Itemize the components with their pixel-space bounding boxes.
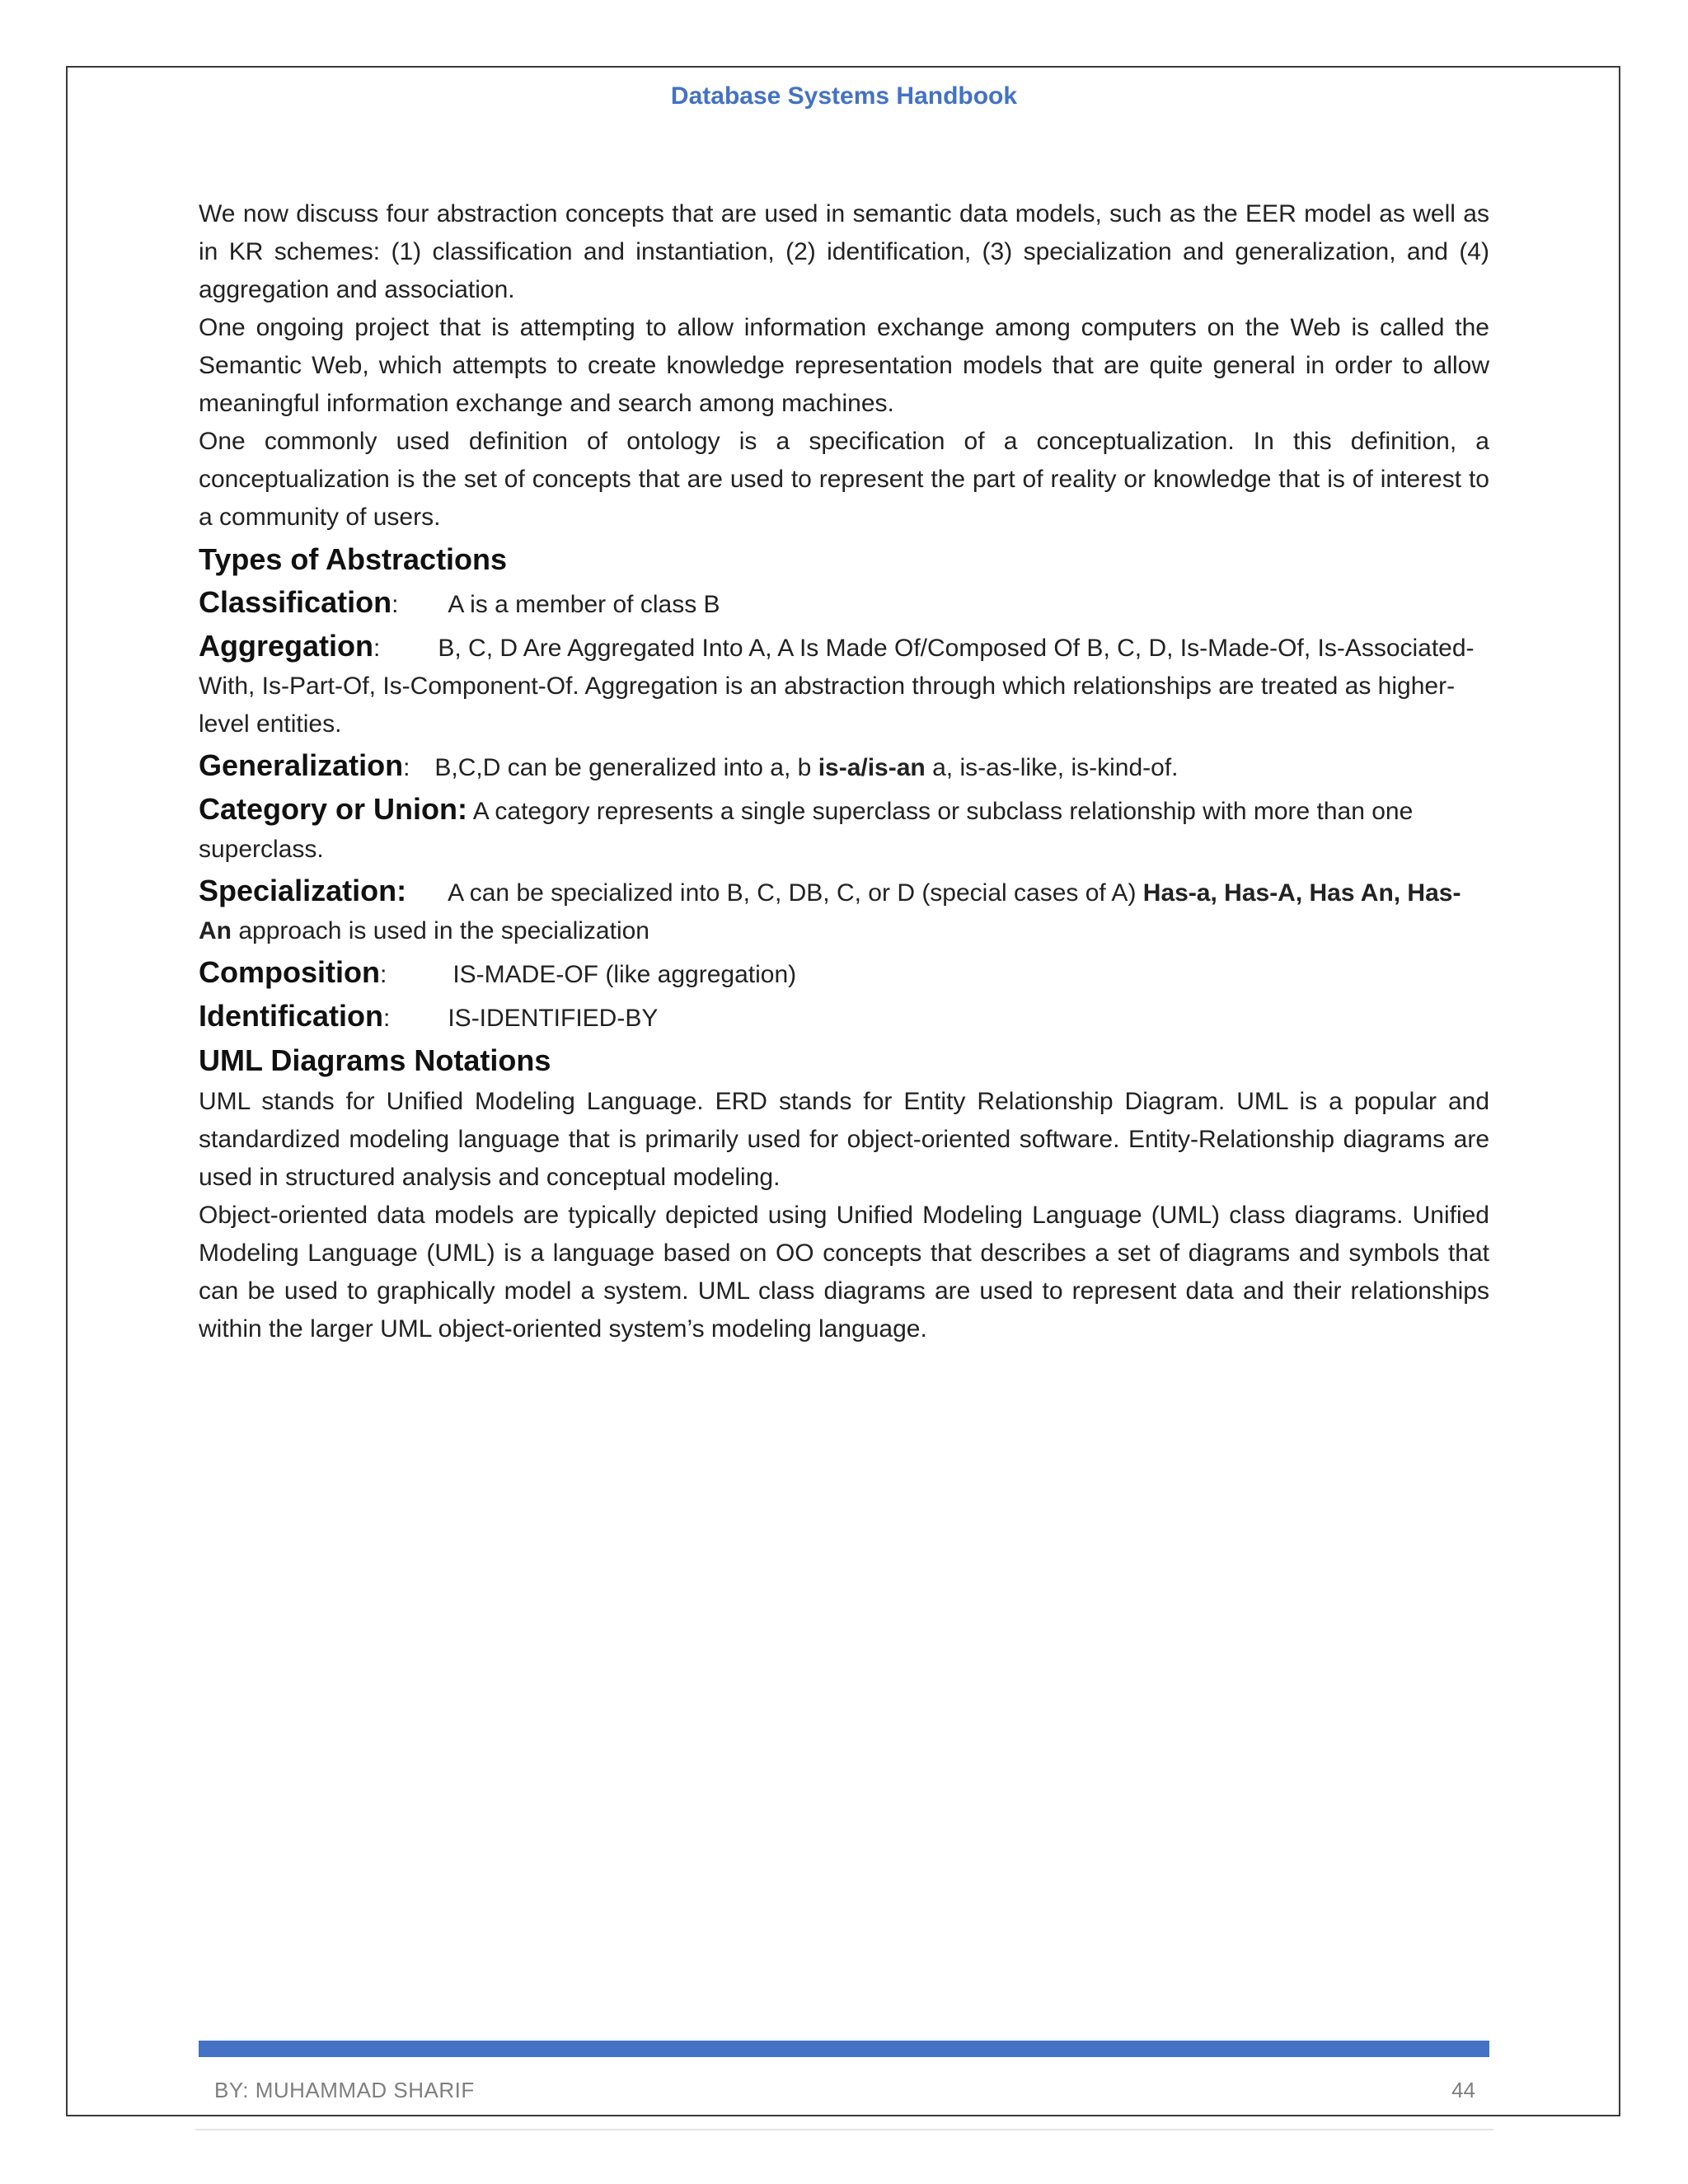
classification-definition: [199, 583, 1489, 624]
uml-paragraph: UML stands for Unified Modeling Language. ERD stands for Entity Relationship Diagram. UML is a popular and standardized modeling language that is primarily used for object-oriented software. Entity-Relationship diagrams are used in structured analysis and conceptual modeling.: [199, 1088, 1489, 1191]
definition-term: Category or Union:: [199, 792, 468, 826]
running-header: Database Systems Handbook: [670, 82, 1018, 110]
page-number: 44: [1451, 2078, 1475, 2102]
definition-term: Composition: [199, 955, 380, 989]
definition-text: B,C,D can be generalized into a, b: [434, 754, 818, 781]
definition-colon: :: [373, 635, 381, 662]
category-union-definition: [199, 790, 1489, 869]
definition-colon: :: [383, 1005, 391, 1032]
footer-author: BY: MUHAMMAD SHARIF: [214, 2078, 475, 2102]
definition-text: IS-IDENTIFIED-BY: [448, 1005, 659, 1032]
specialization-definition: [199, 872, 1489, 950]
ontology-paragraph: One commonly used definition of ontology is a specification of a conceptualization. In this definition, a conceptualization is the set of concepts that are used to represent the part of reality or knowledge that is of interest to a community of users.: [199, 428, 1489, 531]
uml-class-diagrams-paragraph: Object-oriented data models are typically depicted using Unified Modeling Language (UML) class diagrams. Unified Modeling Language (UML) is a language based on OO concepts that describes a set of diagrams and symbols that can be used to graphically model a system. UML class diagrams are used to represent data and their relationships within the larger UML object-oriented system’s modeling language.: [199, 1202, 1489, 1343]
generalization-definition: [199, 747, 1489, 787]
composition-definition: [199, 954, 1489, 994]
identification-definition: [199, 997, 1489, 1038]
definition-term: Classification: [199, 585, 392, 619]
definition-bold-text: Has-a, Has-A, Has An, Has-An: [199, 879, 1461, 944]
page-content: [199, 195, 1489, 1348]
types-of-abstractions-heading: Types of Abstractions: [199, 542, 508, 576]
definition-text: A is a member of class B: [448, 591, 720, 618]
definition-text: B, C, D Are Aggregated Into A, A Is Made Of/Composed Of B, C, D, Is-Made-Of, Is-Associated-With, Is-Part-Of, Is-Component-Of. Aggregation is an abstraction through which relationships are treated as higher-level entities.: [199, 635, 1475, 738]
definition-text: A can be specialized into B, C, DB, C, or D (special cases of A): [448, 879, 1143, 907]
definition-colon: :: [403, 754, 410, 781]
definition-text: A category represents a single superclass or subclass relationship with more than one superclass.: [199, 798, 1414, 863]
definition-text-after: approach is used in the specialization: [232, 917, 649, 944]
definition-colon: :: [379, 961, 387, 988]
definition-text-after: a, is-as-like, is-kind-of.: [925, 754, 1179, 781]
definition-term: Aggregation: [199, 629, 373, 663]
definition-term: Specialization:: [199, 874, 407, 907]
definition-text: IS-MADE-OF (like aggregation): [452, 961, 797, 988]
footer-rule: [195, 2129, 1493, 2130]
aggregation-definition: [199, 627, 1489, 743]
definition-bold-text: is-a/is-an: [818, 754, 926, 781]
intro-paragraph: We now discuss four abstraction concepts that are used in semantic data models, such as the EER model as well as in KR schemes: (1) classification and instantiation, (2) identification, (3) specialization and generalization, and (4) aggregation and association.: [199, 200, 1489, 303]
uml-diagrams-heading: UML Diagrams Notations: [199, 1043, 551, 1077]
definition-term: Identification: [199, 999, 383, 1033]
definition-colon: :: [392, 591, 399, 618]
semantic-web-paragraph: One ongoing project that is attempting to allow information exchange among computers on the Web is called the Semantic Web, which attempts to create knowledge representation models that are quite general in order to allow meaningful information exchange and search among machines.: [199, 314, 1489, 417]
footer-accent-bar: [199, 2041, 1489, 2057]
definition-term: Generalization: [199, 748, 404, 782]
